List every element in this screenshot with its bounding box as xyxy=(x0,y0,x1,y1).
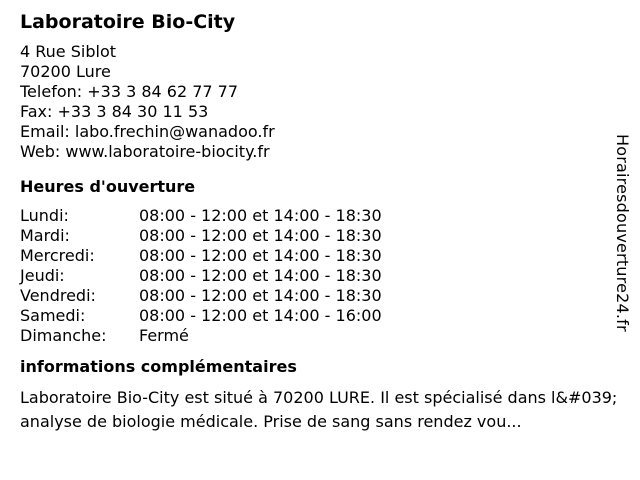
hours-heading: Heures d'ouverture xyxy=(20,177,196,196)
hours-row xyxy=(20,246,620,266)
city: 70200 Lure xyxy=(20,62,111,81)
hours-time: 08:00 - 12:00 et 14:00 - 18:30 xyxy=(139,246,382,265)
hours-row xyxy=(20,326,620,346)
info-heading: informations complémentaires xyxy=(20,357,297,376)
hours-day: Vendredi: xyxy=(20,286,96,305)
info-text: Laboratoire Bio-City est situé à 70200 LURE. Il est spécialisé dans l&#039;analyse de biologie médicale. Prise de sang sans rendez vou... xyxy=(20,388,618,431)
email: Email: labo.frechin@wanadoo.fr xyxy=(20,122,275,141)
hours-time: 08:00 - 12:00 et 14:00 - 18:30 xyxy=(139,226,382,245)
hours-time: 08:00 - 12:00 et 14:00 - 18:30 xyxy=(139,286,382,305)
phone: Telefon: +33 3 84 62 77 77 xyxy=(20,82,239,101)
hours-day: Jeudi: xyxy=(20,266,65,285)
website: Web: www.laboratoire-biocity.fr xyxy=(20,142,270,161)
hours-day: Samedi: xyxy=(20,306,86,325)
address-block xyxy=(20,42,620,162)
street: 4 Rue Siblot xyxy=(20,42,116,61)
hours-time: 08:00 - 12:00 et 14:00 - 16:00 xyxy=(139,306,382,325)
hours-time: 08:00 - 12:00 et 14:00 - 18:30 xyxy=(139,206,382,225)
hours-time: Fermé xyxy=(139,326,189,345)
page-title: Laboratoire Bio-City xyxy=(20,11,236,33)
hours-row xyxy=(20,206,620,226)
hours-row xyxy=(20,226,620,246)
hours-day: Mardi: xyxy=(20,226,70,245)
hours-row xyxy=(20,266,620,286)
watermark: Horairesdouverture24.fr xyxy=(613,134,632,332)
business-card xyxy=(20,10,620,434)
hours-time: 08:00 - 12:00 et 14:00 - 18:30 xyxy=(139,266,382,285)
hours-table xyxy=(20,206,620,346)
hours-day: Mercredi: xyxy=(20,246,95,265)
fax: Fax: +33 3 84 30 11 53 xyxy=(20,102,209,121)
hours-row xyxy=(20,306,620,326)
hours-day: Dimanche: xyxy=(20,326,107,345)
hours-day: Lundi: xyxy=(20,206,69,225)
hours-row xyxy=(20,286,620,306)
